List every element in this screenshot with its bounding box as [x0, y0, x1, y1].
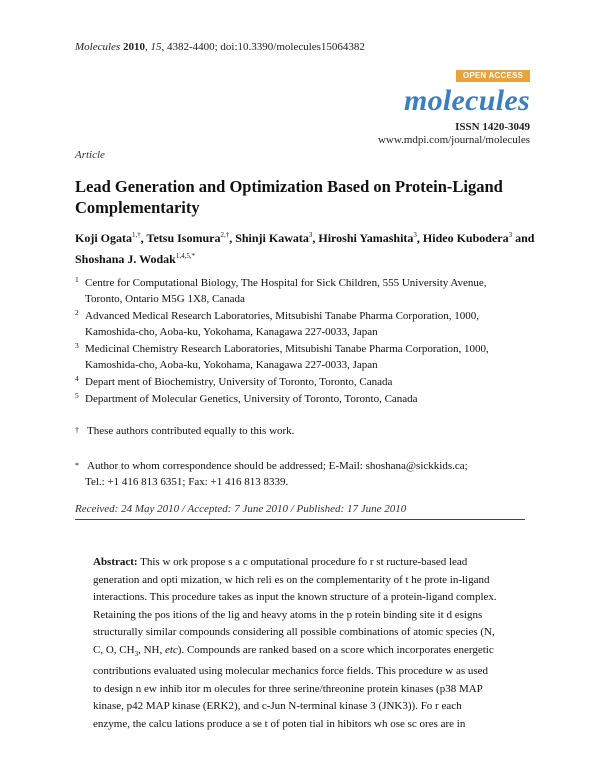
author-name: Tetsu Isomura: [146, 231, 221, 245]
author-name: Koji Ogata: [75, 231, 132, 245]
author-name: Shinji Kawata: [235, 231, 309, 245]
dagger-mark: †: [75, 426, 79, 435]
correspondence-note: * Author to whom correspondence should be addressed; E-Mail: shoshana@sickkids.ca; Tel.: +1 416 813 6351; Fax: +1 416 813 8339.: [75, 460, 468, 488]
author-name: Hiroshi Yamashita: [318, 231, 414, 245]
affiliation-item: 3 Medicinal Chemistry Research Laboratories, Mitsubishi Tanabe Pharma Corporation, 1000, Kamoshida-cho, Aoba-ku, Yokohama, Kanagawa 227-0033, Japan: [75, 341, 535, 373]
citation-line: Molecules 2010, 15, 4382-4400; doi:10.3390/molecules15064382: [75, 41, 365, 53]
author-affil-sup: 2,†: [220, 231, 230, 239]
affiliation-number: 3: [75, 341, 79, 350]
title-line: Lead Generation and Optimization Based on Protein-Ligand: [75, 177, 503, 196]
open-access-badge: OPEN ACCESS: [456, 70, 530, 82]
volume: 15: [150, 41, 162, 53]
affiliation-number: 4: [75, 374, 79, 383]
author-list: Koji Ogata$^{1,\dagger}$, Tetsu Isomura$^{2,\dagger}$, Shinji Kawata$^3$, Hiroshi Yamashita$^3$, Hideo Kubodera$^3$ and Shoshana J. Wodak$^{1,4,5,*}$: [75, 231, 535, 266]
asterisk-mark: *: [75, 461, 79, 470]
equal-contribution-note: † These authors contributed equally to this work.: [75, 425, 295, 437]
affiliation-number: 2: [75, 308, 79, 317]
issn: ISSN 1420-3049: [455, 121, 530, 133]
affiliation-number: 1: [75, 275, 79, 284]
author-name: Shoshana J. Wodak: [75, 252, 176, 266]
article-title: [75, 176, 515, 218]
affiliation-list: [75, 275, 535, 408]
affiliation-item: 4 Depart ment of Biochemistry, University of Toronto, Toronto, Canada: [75, 374, 535, 390]
journal-logo: molecules: [403, 84, 530, 117]
author-affil-sup: 3: [413, 231, 417, 239]
author-affil-sup: 1,†: [132, 231, 141, 239]
author-affil-sup: 1,4,5,*: [175, 252, 196, 260]
year: 2010: [122, 41, 145, 53]
affiliation-item: 1 Centre for Computational Biology, The Hospital for Sick Children, 555 University Avenue, Toronto, Ontario M5G 1X8, Canada: [75, 275, 535, 307]
divider: [75, 519, 525, 520]
author-affil-sup: 3: [508, 231, 513, 239]
affiliation-item: 2 Advanced Medical Research Laboratories, Mitsubishi Tanabe Pharma Corporation, 1000, Kamoshida-cho, Aoba-ku, Yokohama, Kanagawa 227-0033, Japan: [75, 308, 535, 340]
title-line: Complementarity: [75, 198, 200, 217]
pages-doi: , 4382-4400; doi:10.3390/molecules15064382: [161, 41, 365, 53]
affiliation-number: 5: [75, 391, 79, 400]
journal-url[interactable]: www.mdpi.com/journal/molecules: [377, 134, 530, 146]
abstract-label: Abstract:: [93, 556, 138, 568]
article-type: Article: [75, 149, 105, 161]
journal-name: Molecules: [75, 41, 121, 53]
abstract: Abstract: This w ork propose s a c omputational procedure fo r st ructure-based lead generation and opti mization, w hich reli es on the complementarity of t he prote in-ligand interactions. This procedure takes as input the known structure of a protein-ligand complex. Retaining the pos itions of the lig and heavy atoms in the p rotein binding site it d esigns structurally similar compounds considering all possible combinations of atomic species (N, C, O, $CH_3$, NH, etc). Compounds are ranked based on a score which incorporates energetic contributions evaluated using molecular mechanics force fields. This procedure w as used to design n ew inhib itor m olecules for three serine/threonine protein kinases (p38 MAP kinase, p42 MAP kinase (ERK2), and c-Jun N-terminal kinase 3 (JNK3)). Fo r each enzyme, the calcu lations produce a se t of poten tial in hibitors wh ose sc ores are in: [93, 556, 497, 730]
author-name: Hideo Kubodera: [422, 231, 509, 245]
publication-history: Received: 24 May 2010 / Accepted: 7 June 2010 / Published: 17 June 2010: [75, 503, 407, 515]
author-affil-sup: 3: [308, 231, 313, 239]
affiliation-item: 5 Department of Molecular Genetics, University of Toronto, Toronto, Canada: [75, 391, 535, 407]
